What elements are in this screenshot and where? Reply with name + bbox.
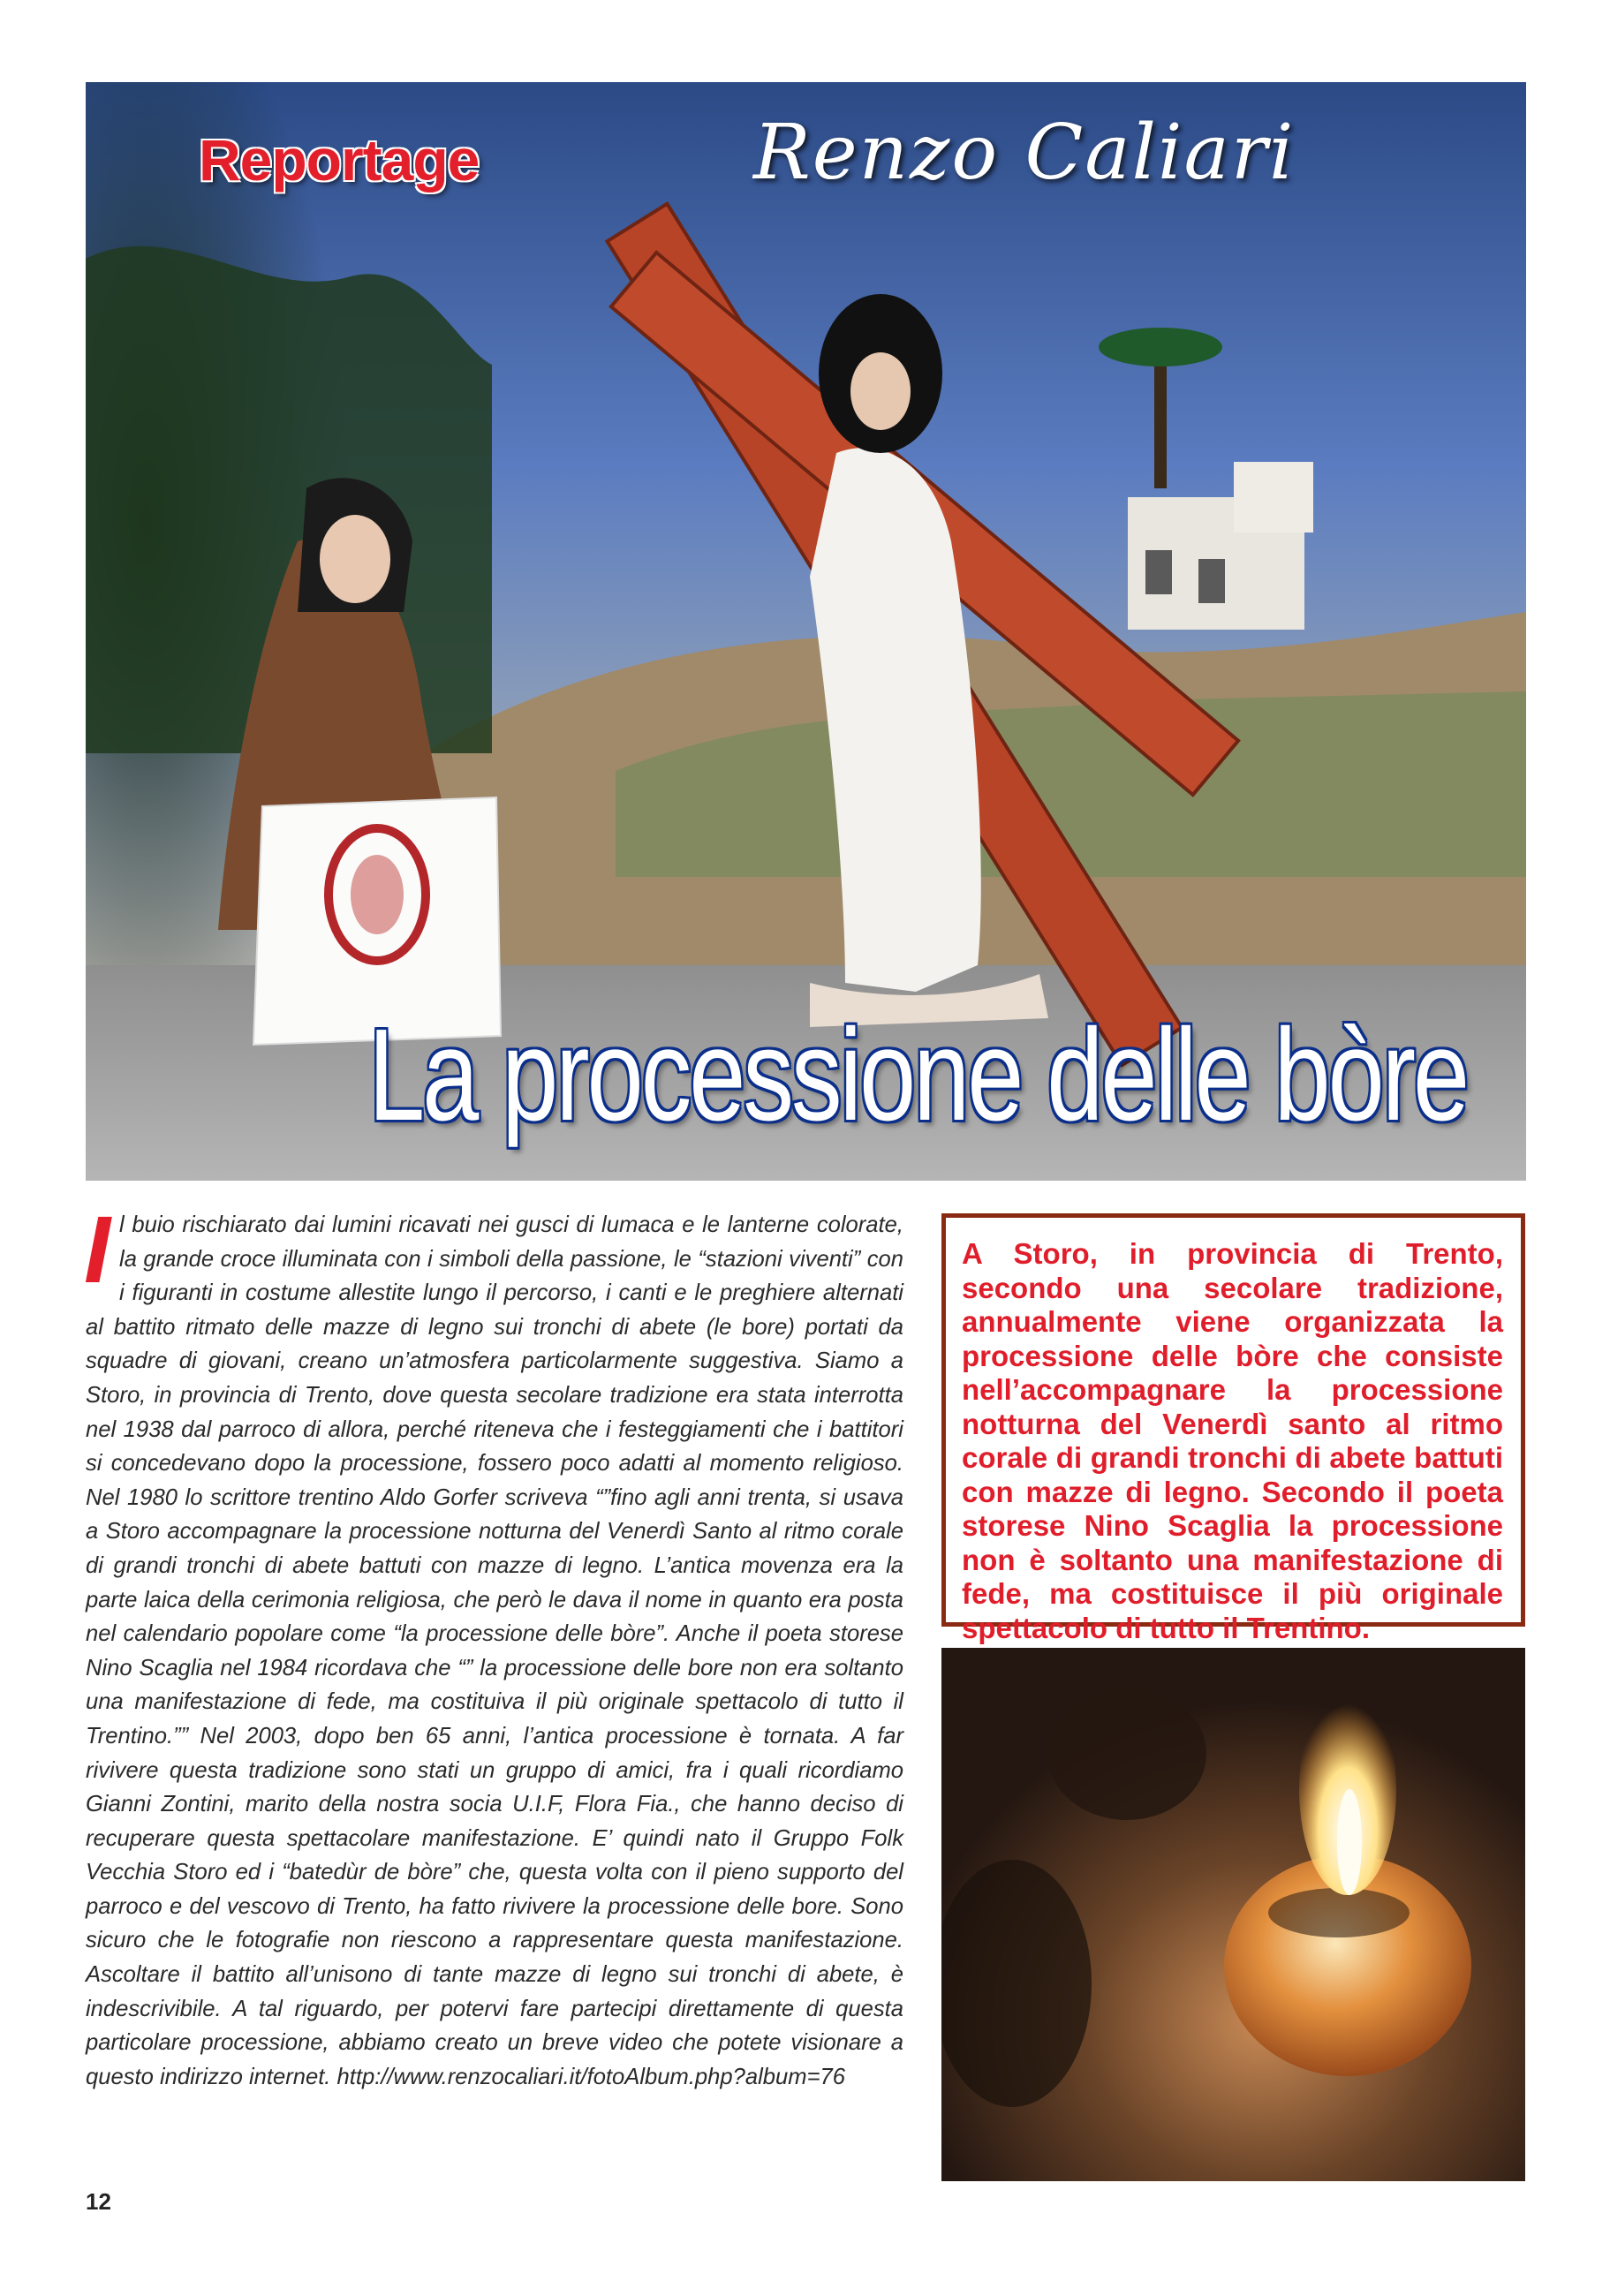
drop-cap: I [84, 1196, 111, 1303]
summary-box [941, 1213, 1525, 1644]
article-body [84, 1196, 903, 2094]
section-tag: Reportage [199, 127, 480, 193]
author-name: Renzo Caliari [753, 109, 1296, 197]
article-text: l buio rischiarato dai lumini ricavati nei gusci di lumaca e le lanterne colorate, la grande croce illuminata con i simboli della passione, le “stazioni viventi” con i figuranti in costume allestite lungo il percorso, i canti e le preghiere alternati al battito ritmato delle mazze di legno sui tronchi di abete (le bore) portati da squadre di giovani, creano un’atmosfera particolarmente suggestiva. Siamo a Storo, in provincia di Trento, dove questa secolare tradizione era stata interrotta nel 1938 dal parroco di allora, perché riteneva che i festeggiamenti che i battitori si concedevano dopo la processione, fossero poco adatti al momento religioso. Nel 1980 lo scrittore trentino Aldo Gorfer scriveva “”fino agli anni trenta, si usava a Storo accompagnare la processione notturna del Venerdì Santo al ritmo corale di grandi tronchi di abete battuti con mazze di legno. L’antica movenza era la parte laica della cerimonia religiosa, che però le dava il nome in quanto era posta nel calendario popolare come “la processione delle bòre”. Anche il poeta storese Nino Scaglia nel 1984 ricordava che “” la processione delle bore non era soltanto una manifestazione di fede, ma costituiva il più originale spettacolo di tutto il Trentino.”” Nel 2003, dopo ben 65 anni, l’antica processione è tornata. A far rivivere questa tradizione sono stati un gruppo di amici, fra i quali ricordiamo Gianni Zontini, marito della nostra socia U.I.F, Flora Fia., che hanno deciso di recuperare questa spettacolare manifestazione. E’ quindi nato il Gruppo Folk Vecchia Storo ed i “batedùr de bòre” che, questa volta con il pieno supporto del parroco e del vescovo di Trento, ha fatto rivivere la processione delle bore. Sono sicuro che le fotografie non riescono a rappresentare questa manifestazione. Ascoltare il battito all’unisono di tante mazze di legno sui tronchi di abete, è indescrivibile. A tal riguardo, per potervi fare partecipi direttamente di questa particolare processione, abbiamo creato un breve video che potete visionare a questo indirizzo internet. http://www.renzocaliari.it/fotoAlbum.php?album=76 [86, 1212, 903, 2089]
snail-shell-candle-photo [941, 1648, 1525, 2181]
hero-photo [86, 82, 1526, 1181]
page-title: La processione delle bòre [368, 1002, 1468, 1148]
summary-text: A Storo, in provincia di Trento, secondo una secolare tradizione, annualmente viene organizzata la processione delle bòre che consiste nell’accompagnare la processione notturna del Venerdì santo al ritmo corale di grandi tronchi di abete battuti con mazze di legno. Secondo il poeta storese Nino Scaglia la processione non è soltanto una manifestazione di fede, ma costituisce il più originale spettacolo di tutto il Trentino. [962, 1237, 1503, 1644]
page-number: 12 [86, 2188, 111, 2215]
article-paragraph [84, 1196, 903, 2094]
snail-shell-candle-image [941, 1648, 1525, 2181]
